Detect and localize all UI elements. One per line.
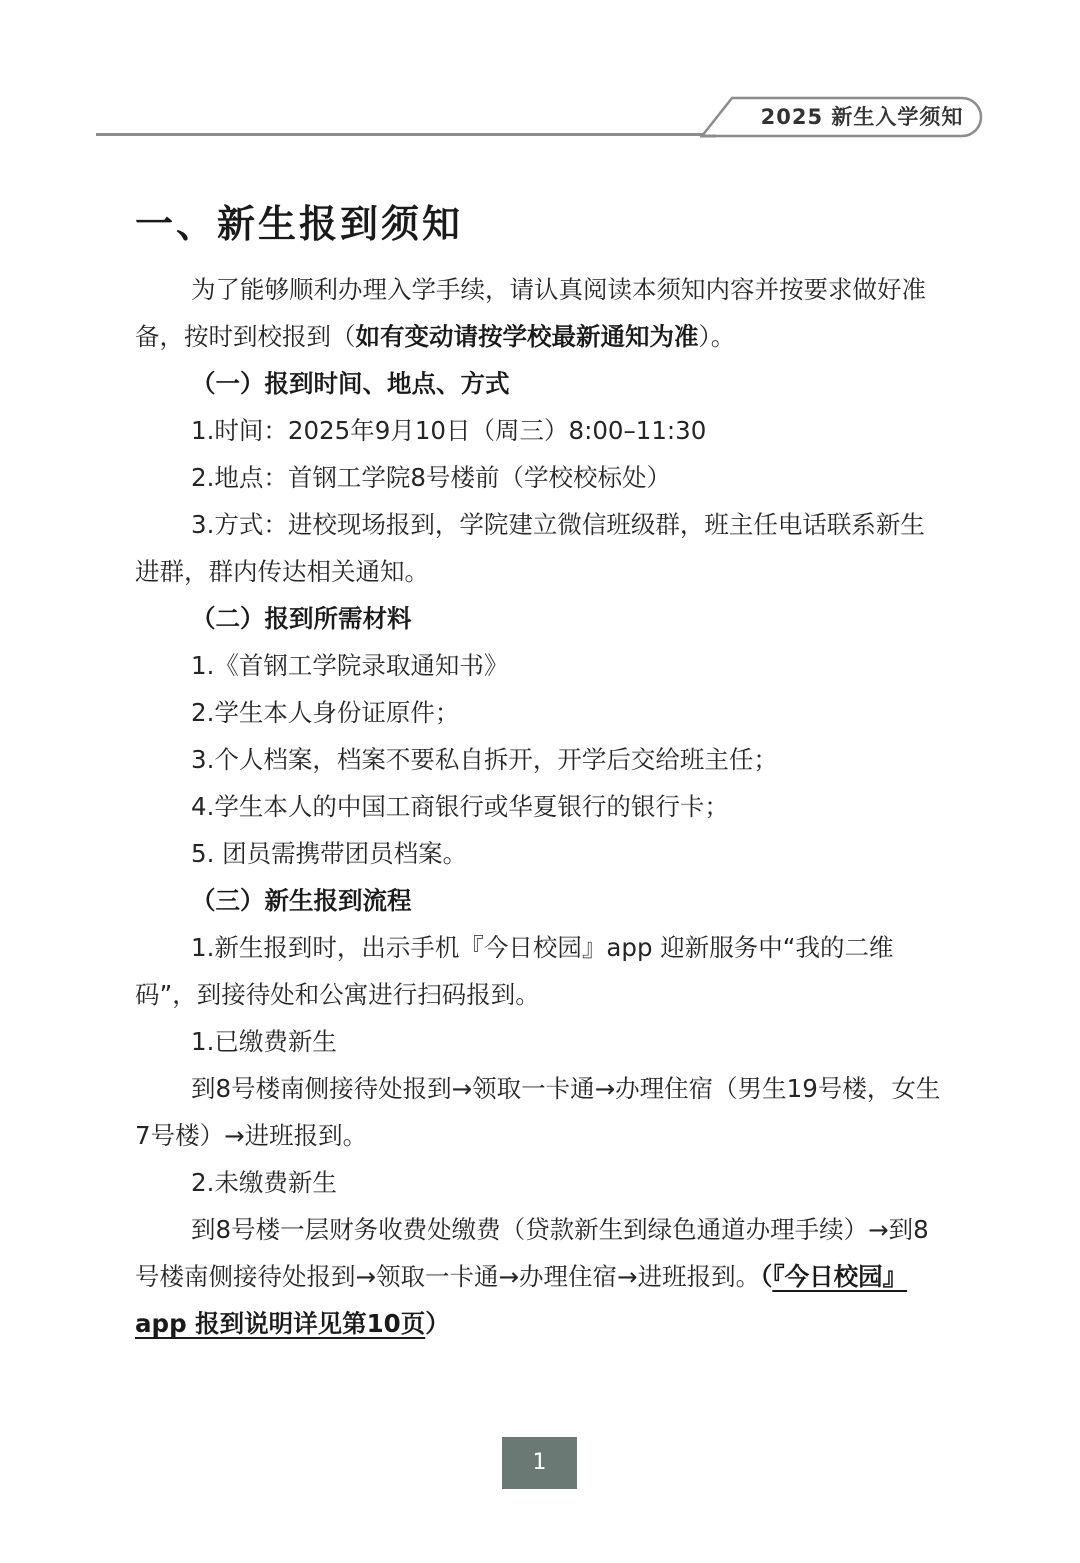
material-item: 2.学生本人身份证原件； xyxy=(191,698,460,727)
section-heading-2: （二）报到所需材料 xyxy=(191,604,412,633)
intro-paragraph xyxy=(135,266,947,360)
time-line: 1.时间：2025年9月10日（周三）8:00–11:30 xyxy=(191,416,707,445)
header-title: 2025 新生入学须知 xyxy=(760,105,964,129)
section-heading-1: （一）报到时间、地点、方式 xyxy=(191,369,510,398)
unpaid-paragraph xyxy=(135,1206,947,1347)
paid-label: 1.已缴费新生 xyxy=(191,1027,337,1056)
material-item: 3.个人档案，档案不要私自拆开，开学后交给班主任； xyxy=(191,745,778,774)
material-item: 4.学生本人的中国工商银行或华夏银行的银行卡； xyxy=(191,792,729,821)
note-link[interactable]: 『今日校园』app 报到说明详见第10页 xyxy=(135,1262,908,1338)
method-paragraph: 3.方式：进校现场报到，学院建立微信班级群，班主任电话联系新生进群，群内传达相关通知。 xyxy=(135,510,925,586)
document-body xyxy=(135,266,947,1347)
unpaid-label: 2.未缴费新生 xyxy=(191,1168,337,1197)
material-item: 1.《首钢工学院录取通知书》 xyxy=(191,651,509,680)
place-line: 2.地点：首钢工学院8号楼前（学校校标处） xyxy=(191,463,671,492)
page-title: 一、新生报到须知 xyxy=(135,202,464,246)
note-open: （ xyxy=(760,1262,773,1291)
intro-text: 为了能够顺利办理入学手续，请认真阅读本须知内容并按要求做好准备，按时到校报到（ xyxy=(135,275,926,351)
intro-end: ）。 xyxy=(698,322,736,351)
step1-paragraph: 1.新生报到时，出示手机『今日校园』app 迎新服务中“我的二维码”，到接待处和公寓进行扫码报到。 xyxy=(135,933,894,1009)
section-heading-3: （三）新生报到流程 xyxy=(191,886,412,915)
material-item: 5. 团员需携带团员档案。 xyxy=(191,839,468,868)
note-close: ） xyxy=(425,1309,450,1338)
intro-bold: 如有变动请按学校最新通知为准 xyxy=(355,322,699,351)
page-number: 1 xyxy=(502,1437,577,1489)
header-tab xyxy=(700,96,984,138)
paid-paragraph: 到8号楼南侧接待处报到→领取一卡通→办理住宿（男生19号楼，女生7号楼）→进班报到。 xyxy=(135,1074,941,1150)
header-rule xyxy=(96,133,716,136)
unpaid-text: 到8号楼一层财务收费处缴费（贷款新生到绿色通道办理手续）→到8号楼南侧接待处报到→领取一卡通→办理住宿→进班报到。 xyxy=(135,1215,929,1291)
